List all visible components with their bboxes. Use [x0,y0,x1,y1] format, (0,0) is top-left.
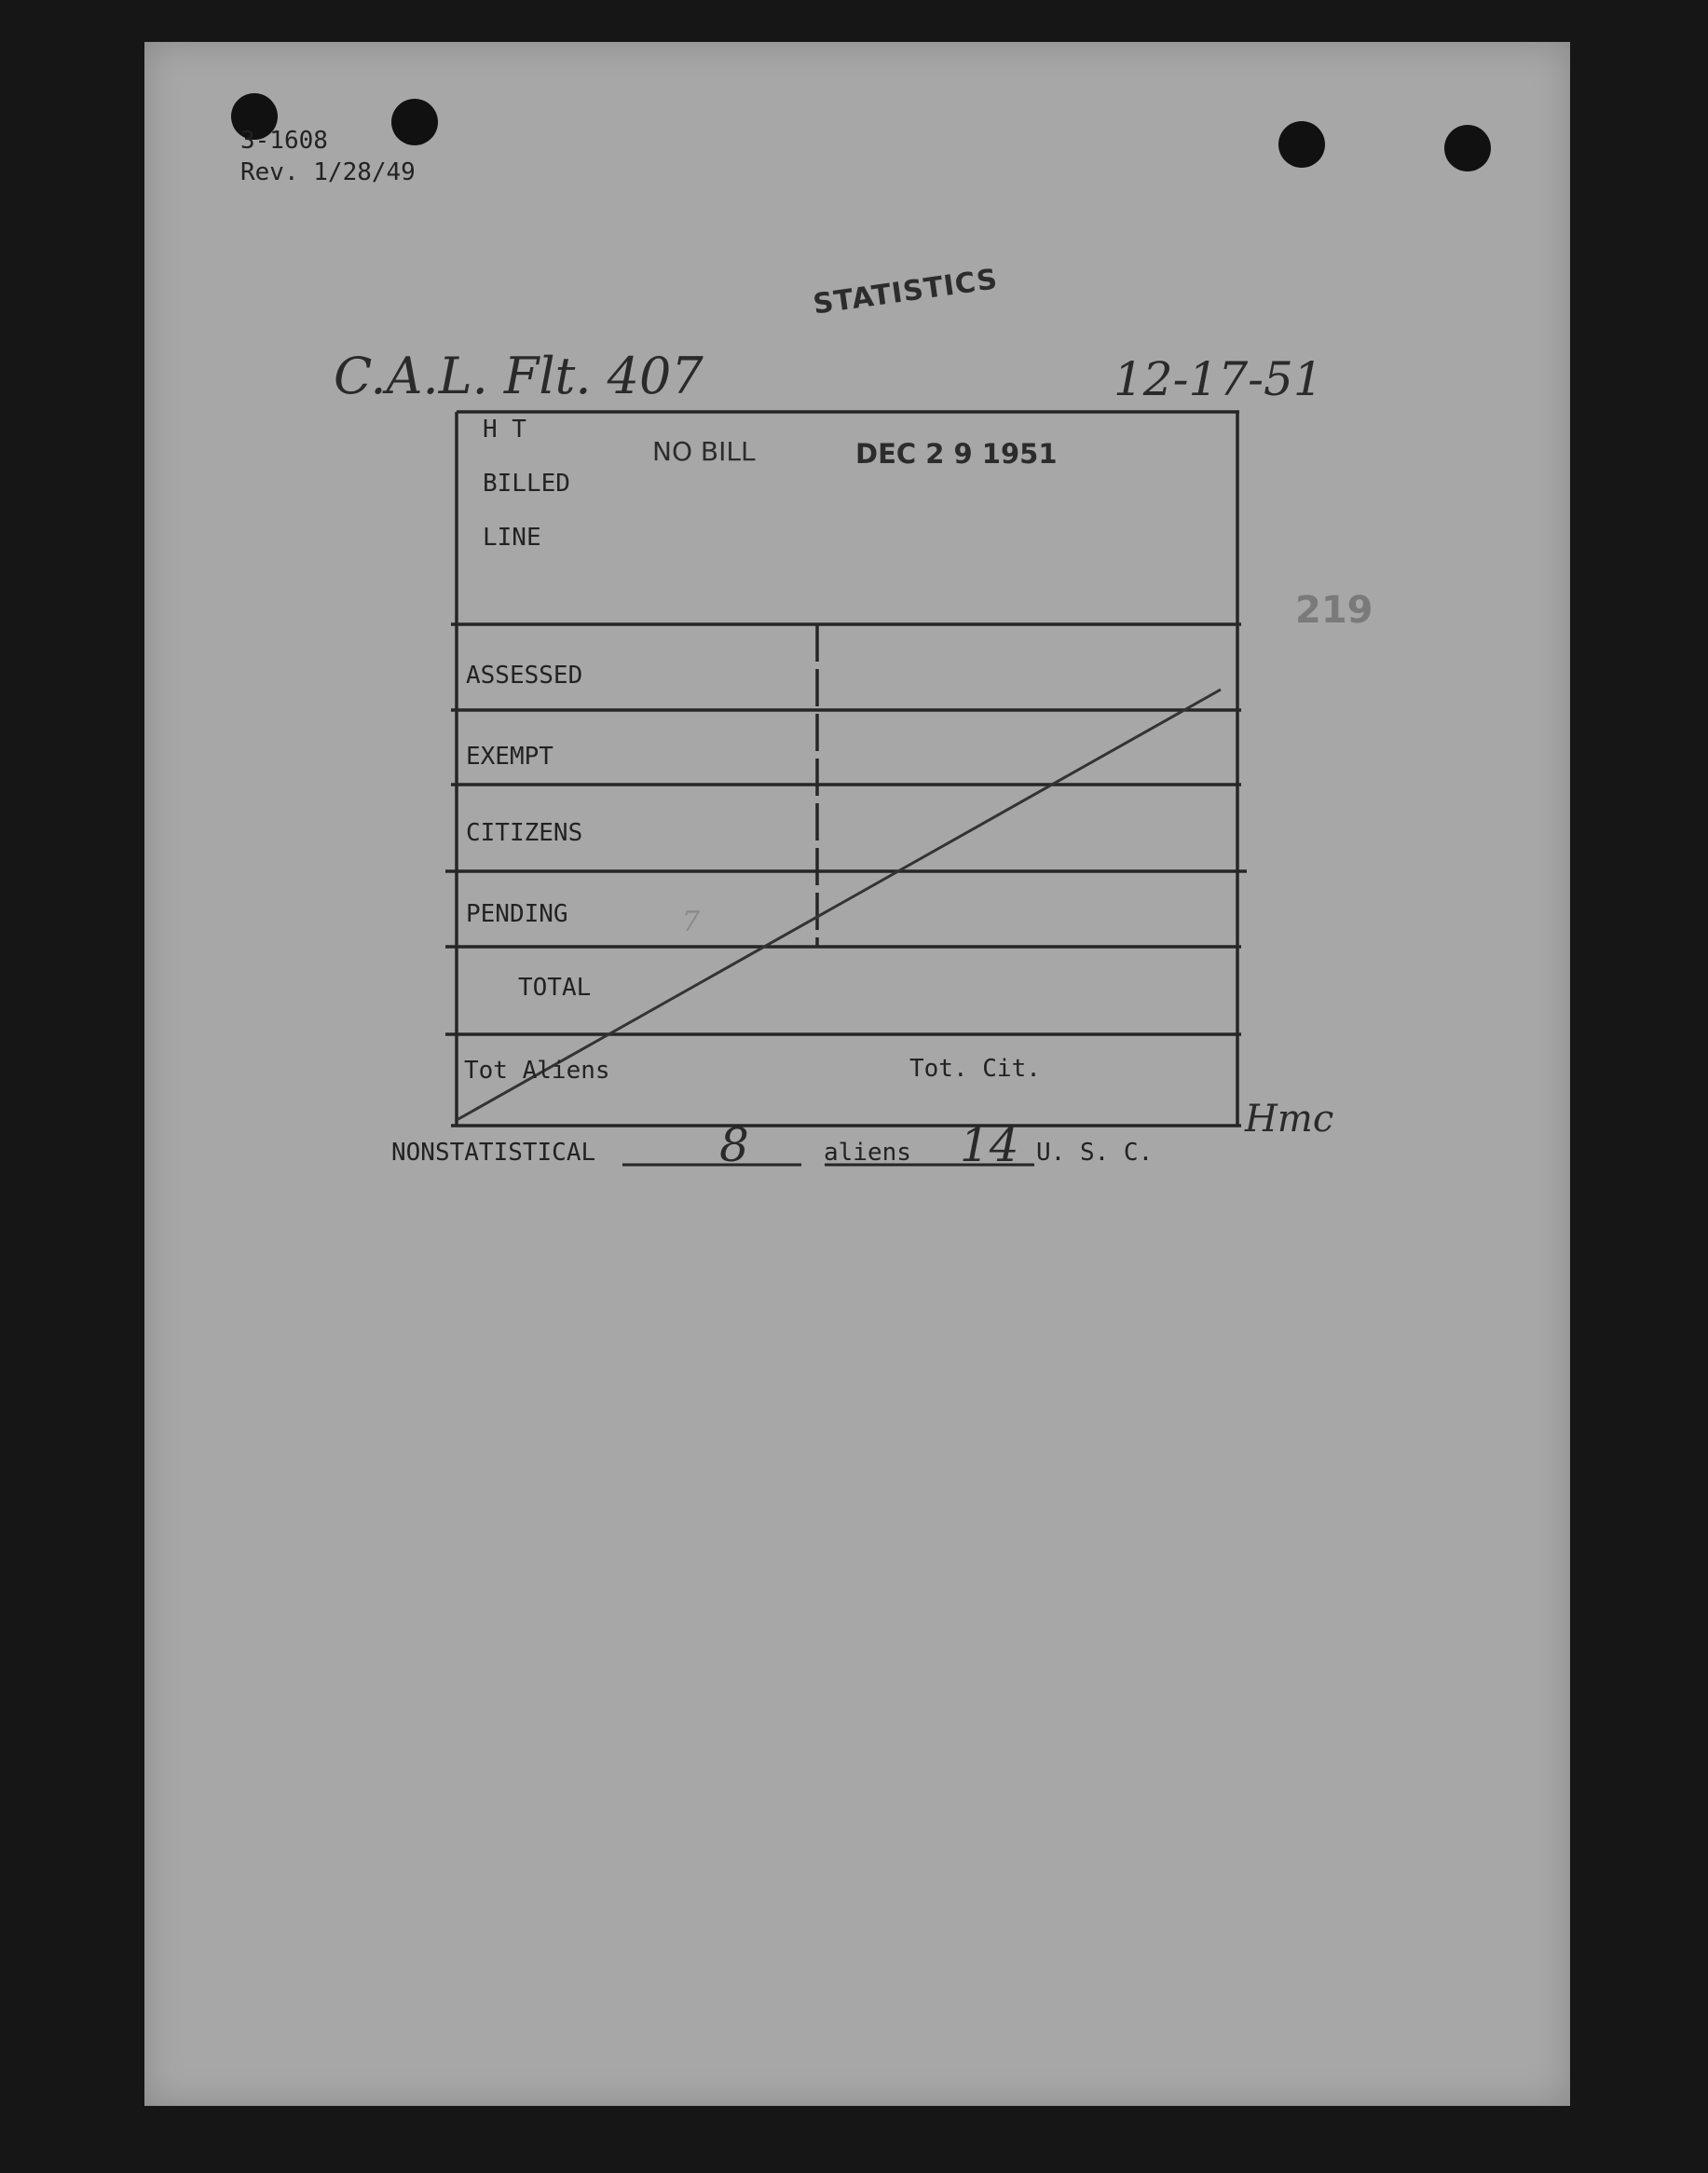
row-label-pending: PENDING [466,900,568,928]
date-stamp: DEC 2 9 1951 [855,438,1058,470]
statistics-stamp: STATISTICS [811,263,1001,321]
flight-handwriting: C.A.L. Flt. 407 [334,347,704,405]
date-handwriting: 12-17-51 [1114,352,1323,406]
check-mark: 7 [682,906,701,938]
no-bill-stamp: NO BILL [652,436,756,467]
row-label-assessed: ASSESSED [466,662,583,690]
header-line-ht: H T [483,416,526,444]
nonstatistical-label: NONSTATISTICAL [391,1139,596,1167]
footer-tot-aliens: Tot Aliens [464,1057,610,1085]
form-number: 3-1608 [240,127,328,155]
aliens-label: aliens [824,1139,911,1167]
row-label-total: TOTAL [518,974,592,1002]
header-line-line: LINE [483,524,541,552]
form-revision: Rev. 1/28/49 [240,158,416,186]
initials-handwriting: Hmc [1245,1098,1334,1141]
row-label-exempt: EXEMPT [466,743,553,771]
row-label-citizens: CITIZENS [466,819,583,847]
footer-tot-cit: Tot. Cit. [909,1055,1041,1083]
faint-number-stamp: 219 [1295,589,1373,632]
usc-label: U. S. C. [1036,1139,1154,1167]
aliens-count-handwriting: 8 [719,1118,749,1172]
usc-count-handwriting: 14 [960,1118,1019,1172]
header-line-billed: BILLED [483,470,570,498]
